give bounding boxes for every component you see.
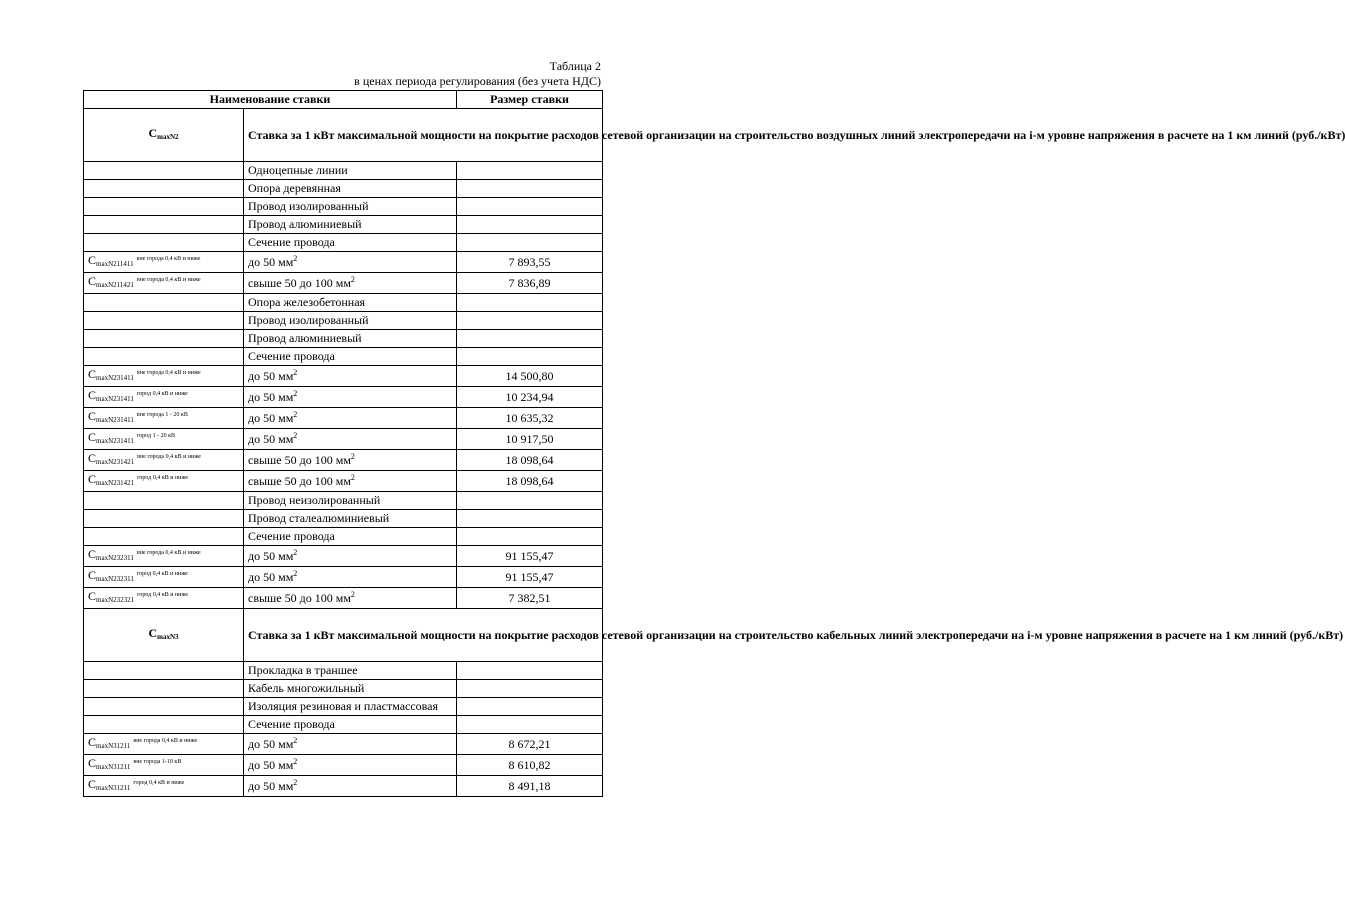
rate-description-cell xyxy=(244,252,457,273)
rate-code: C xyxy=(88,777,97,791)
unit-superscript: 2 xyxy=(293,547,298,557)
rate-value xyxy=(457,330,603,348)
table-row xyxy=(84,716,603,734)
section-title: Ставка за 1 кВт максимальной мощности на покрытие расходов сетевой организации на строительство кабельных линий электропередачи на i-м уровне напряжения в расчете на 1 км линий (руб./кВт) xyxy=(244,609,603,662)
table-row xyxy=(84,492,603,510)
rate-value: 91 155,47 xyxy=(457,567,603,588)
rate-code-cell xyxy=(84,546,244,567)
rate-code: C xyxy=(88,388,97,402)
rate-code-cell xyxy=(84,294,244,312)
rate-description-cell xyxy=(244,273,457,294)
rate-value: 10 917,50 xyxy=(457,429,603,450)
rate-code-cell xyxy=(84,408,244,429)
section-code-subscript: maxN2 xyxy=(157,132,179,141)
rate-description-cell xyxy=(244,408,457,429)
table-row xyxy=(84,429,603,450)
table-row xyxy=(84,273,603,294)
rate-code: C xyxy=(88,367,97,381)
rate-description-cell xyxy=(244,528,457,546)
rate-code: C xyxy=(88,274,97,288)
rate-code-subscript: maxN31211 xyxy=(96,784,131,792)
rate-code-cell xyxy=(84,387,244,408)
rate-code-note: вне города 0,4 кВ и ниже xyxy=(133,738,198,744)
rate-description-cell xyxy=(244,180,457,198)
rate-code-cell xyxy=(84,776,244,797)
rate-value xyxy=(457,162,603,180)
unit-superscript: 2 xyxy=(293,735,298,745)
rate-code-cell xyxy=(84,567,244,588)
rate-description-cell xyxy=(244,567,457,588)
table-row xyxy=(84,294,603,312)
unit-superscript: 2 xyxy=(350,451,355,461)
rate-description: Прокладка в траншее xyxy=(248,663,358,677)
rate-description: до 50 мм xyxy=(248,368,294,383)
rate-value: 10 234,94 xyxy=(457,387,603,408)
rate-description: до 50 мм xyxy=(248,548,294,563)
rate-description-cell xyxy=(244,734,457,755)
rate-description-cell xyxy=(244,162,457,180)
section-code-subscript: maxN3 xyxy=(157,632,179,641)
table-row xyxy=(84,734,603,755)
rate-description: Провод неизолированный xyxy=(248,493,381,507)
rate-value: 18 098,64 xyxy=(457,471,603,492)
rate-code-cell xyxy=(84,588,244,609)
rate-code-cell xyxy=(84,471,244,492)
unit-superscript: 2 xyxy=(293,777,298,787)
rate-code-cell xyxy=(84,162,244,180)
column-header-name: Наименование ставки xyxy=(84,91,457,109)
section-header-row xyxy=(84,609,603,662)
rate-code-cell xyxy=(84,492,244,510)
section-code xyxy=(84,609,244,662)
rate-code-note: вне города 0,4 кВ и ниже xyxy=(136,370,201,376)
unit-superscript: 2 xyxy=(293,430,298,440)
rate-description-cell xyxy=(244,492,457,510)
rate-description: свыше 50 до 100 мм xyxy=(248,275,351,290)
rate-description-cell xyxy=(244,450,457,471)
rate-code-note: город 0,4 кВ и ниже xyxy=(136,391,188,397)
rate-code-subscript: maxN231411 xyxy=(96,395,134,403)
unit-superscript: 2 xyxy=(350,589,355,599)
rate-description: Опора деревянная xyxy=(248,181,341,195)
unit-superscript: 2 xyxy=(293,568,298,578)
rate-description-cell xyxy=(244,716,457,734)
rate-description: до 50 мм xyxy=(248,410,294,425)
table-row xyxy=(84,252,603,273)
rate-value: 7 382,51 xyxy=(457,588,603,609)
rate-code: C xyxy=(88,451,97,465)
rate-description-cell xyxy=(244,348,457,366)
rate-value xyxy=(457,216,603,234)
rate-description: до 50 мм xyxy=(248,389,294,404)
rate-value xyxy=(457,492,603,510)
rate-value xyxy=(457,234,603,252)
rate-description-cell xyxy=(244,471,457,492)
rate-description-cell xyxy=(244,198,457,216)
table-row xyxy=(84,755,603,776)
rate-description: до 50 мм xyxy=(248,778,294,793)
rate-code-cell xyxy=(84,330,244,348)
table-row xyxy=(84,198,603,216)
rate-code-note: город 0,4 кВ и ниже xyxy=(136,571,188,577)
rate-description-cell xyxy=(244,662,457,680)
rate-description: Сечение провода xyxy=(248,717,335,731)
rate-code: C xyxy=(88,472,97,486)
rate-value: 8 491,18 xyxy=(457,776,603,797)
rate-code: C xyxy=(88,756,97,770)
rate-description-cell xyxy=(244,366,457,387)
rate-description: до 50 мм xyxy=(248,254,294,269)
rate-description: Провод сталеалюминиевый xyxy=(248,511,390,525)
rate-code-cell xyxy=(84,429,244,450)
rate-value xyxy=(457,510,603,528)
rate-description: до 50 мм xyxy=(248,757,294,772)
table-row xyxy=(84,366,603,387)
rate-code-cell xyxy=(84,312,244,330)
unit-superscript: 2 xyxy=(350,274,355,284)
rate-code-note: город 0,4 кВ и ниже xyxy=(137,592,189,598)
rate-code-note: город 0,4 кВ и ниже xyxy=(137,475,189,481)
rate-value: 8 610,82 xyxy=(457,755,603,776)
rate-description-cell xyxy=(244,216,457,234)
table-row xyxy=(84,510,603,528)
rate-description: свыше 50 до 100 мм xyxy=(248,473,351,488)
rate-code-note: вне города 1-10 кВ xyxy=(133,759,182,765)
table-row xyxy=(84,348,603,366)
rate-code-subscript: maxN211421 xyxy=(96,281,134,289)
rate-code: C xyxy=(88,430,97,444)
table-subtitle: в ценах периода регулирования (без учета НДС) xyxy=(354,74,601,88)
rate-description-cell xyxy=(244,387,457,408)
rate-code-cell xyxy=(84,734,244,755)
rate-value xyxy=(457,528,603,546)
rate-description-cell xyxy=(244,330,457,348)
rate-code-note: вне города 0,4 кВ и ниже xyxy=(136,277,201,283)
rate-value: 8 672,21 xyxy=(457,734,603,755)
rate-value: 7 836,89 xyxy=(457,273,603,294)
unit-superscript: 2 xyxy=(350,472,355,482)
rate-value xyxy=(457,198,603,216)
rate-code-subscript: maxN231411 xyxy=(96,416,134,424)
table-row xyxy=(84,312,603,330)
unit-superscript: 2 xyxy=(293,367,298,377)
table-row xyxy=(84,450,603,471)
rate-code: C xyxy=(88,253,97,267)
rate-code-note: вне города 1 - 20 кВ xyxy=(136,412,188,418)
rate-description: Сечение провода xyxy=(248,529,335,543)
rate-description: Сечение провода xyxy=(248,349,335,363)
rate-description: Провод алюминиевый xyxy=(248,217,362,231)
rate-code-subscript: maxN232311 xyxy=(96,575,134,583)
rate-code-note: город 0,4 кВ и ниже xyxy=(133,780,185,786)
table-row xyxy=(84,234,603,252)
rate-code-cell xyxy=(84,252,244,273)
rate-code-cell xyxy=(84,698,244,716)
rate-value xyxy=(457,698,603,716)
rate-code-subscript: maxN232311 xyxy=(96,554,134,562)
rate-code-subscript: maxN31211 xyxy=(96,742,131,750)
rate-description-cell xyxy=(244,312,457,330)
rate-code-subscript: maxN231421 xyxy=(96,479,135,487)
rate-value xyxy=(457,680,603,698)
rate-value xyxy=(457,348,603,366)
rate-code-subscript: maxN231411 xyxy=(96,374,134,382)
rate-description-cell xyxy=(244,698,457,716)
table-row xyxy=(84,180,603,198)
rate-description-cell xyxy=(244,429,457,450)
table-row xyxy=(84,776,603,797)
rate-description: Кабель многожильный xyxy=(248,681,365,695)
section-code xyxy=(84,109,244,162)
table-row xyxy=(84,680,603,698)
rate-description: свыше 50 до 100 мм xyxy=(248,590,351,605)
table-row xyxy=(84,162,603,180)
rate-description-cell xyxy=(244,510,457,528)
rate-description: Одноцепные линии xyxy=(248,163,348,177)
table-label: Таблица 2 xyxy=(549,59,601,73)
rate-code-note: город 1 - 20 кВ xyxy=(136,433,175,439)
section-title: Ставка за 1 кВт максимальной мощности на покрытие расходов сетевой организации на строительство воздушных линий электропередачи на i-м уровне напряжения в расчете на 1 км линий (руб./кВт) xyxy=(244,109,603,162)
table-row xyxy=(84,528,603,546)
rate-value xyxy=(457,716,603,734)
rate-value xyxy=(457,662,603,680)
rate-description-cell xyxy=(244,680,457,698)
rate-code: C xyxy=(88,568,97,582)
table-row xyxy=(84,387,603,408)
rate-code-cell xyxy=(84,198,244,216)
rate-code-cell xyxy=(84,216,244,234)
rate-description: до 50 мм xyxy=(248,569,294,584)
section-code-main: C xyxy=(148,625,158,640)
rate-description-cell xyxy=(244,294,457,312)
rates-table xyxy=(83,90,1345,797)
rate-code-subscript: maxN231421 xyxy=(96,458,135,466)
rate-value xyxy=(457,180,603,198)
rate-code-cell xyxy=(84,680,244,698)
table-row xyxy=(84,216,603,234)
table-row xyxy=(84,330,603,348)
rate-description-cell xyxy=(244,776,457,797)
rate-code-cell xyxy=(84,180,244,198)
rate-description: свыше 50 до 100 мм xyxy=(248,452,351,467)
rate-code-cell xyxy=(84,234,244,252)
rate-description: Опора железобетонная xyxy=(248,295,366,309)
rate-code-note: вне города 0,4 кВ и ниже xyxy=(137,454,201,460)
rate-code-subscript: maxN31211 xyxy=(96,763,131,771)
rate-value xyxy=(457,294,603,312)
rate-value: 91 155,47 xyxy=(457,546,603,567)
unit-superscript: 2 xyxy=(293,388,298,398)
rate-value xyxy=(457,312,603,330)
table-row xyxy=(84,588,603,609)
table-row xyxy=(84,408,603,429)
rate-description: Провод алюминиевый xyxy=(248,331,362,345)
table-row xyxy=(84,662,603,680)
rate-code-note: вне города 0,4 кВ и ниже xyxy=(136,256,201,262)
rate-description: Провод изолированный xyxy=(248,199,369,213)
rate-description: Сечение провода xyxy=(248,235,335,249)
rate-code-cell xyxy=(84,510,244,528)
rate-description: Изоляция резиновая и пластмассовая xyxy=(248,699,439,713)
rate-description: до 50 мм xyxy=(248,431,294,446)
table-header-row xyxy=(84,91,603,109)
rate-code: C xyxy=(88,735,97,749)
unit-superscript: 2 xyxy=(293,409,298,419)
rate-value: 18 098,64 xyxy=(457,450,603,471)
rate-description: до 50 мм xyxy=(248,736,294,751)
section-header-row xyxy=(84,109,603,162)
rate-description-cell xyxy=(244,546,457,567)
rate-code: C xyxy=(88,409,97,423)
rate-code-cell xyxy=(84,366,244,387)
rate-value: 7 893,55 xyxy=(457,252,603,273)
rate-code-cell xyxy=(84,348,244,366)
unit-superscript: 2 xyxy=(293,253,298,263)
table-row xyxy=(84,698,603,716)
rate-description-cell xyxy=(244,588,457,609)
rate-code: C xyxy=(88,547,97,561)
rate-code-subscript: maxN231411 xyxy=(96,437,134,445)
table-row xyxy=(84,471,603,492)
rate-code-cell xyxy=(84,662,244,680)
rate-code-cell xyxy=(84,716,244,734)
table-row xyxy=(84,567,603,588)
rate-value: 10 635,32 xyxy=(457,408,603,429)
rate-code-subscript: maxN211411 xyxy=(96,260,134,268)
rate-code-cell xyxy=(84,450,244,471)
rate-code-cell xyxy=(84,273,244,294)
rate-description-cell xyxy=(244,755,457,776)
section-code-main: C xyxy=(148,125,158,140)
rate-code: C xyxy=(88,589,97,603)
rate-description-cell xyxy=(244,234,457,252)
rate-code-note: вне города 0,4 кВ и ниже xyxy=(136,550,201,556)
rate-description: Провод изолированный xyxy=(248,313,369,327)
table-row xyxy=(84,546,603,567)
rate-code-subscript: maxN232321 xyxy=(96,596,135,604)
unit-superscript: 2 xyxy=(293,756,298,766)
column-header-size: Размер ставки xyxy=(457,91,603,109)
rate-value: 14 500,80 xyxy=(457,366,603,387)
rate-code-cell xyxy=(84,528,244,546)
rate-code-cell xyxy=(84,755,244,776)
